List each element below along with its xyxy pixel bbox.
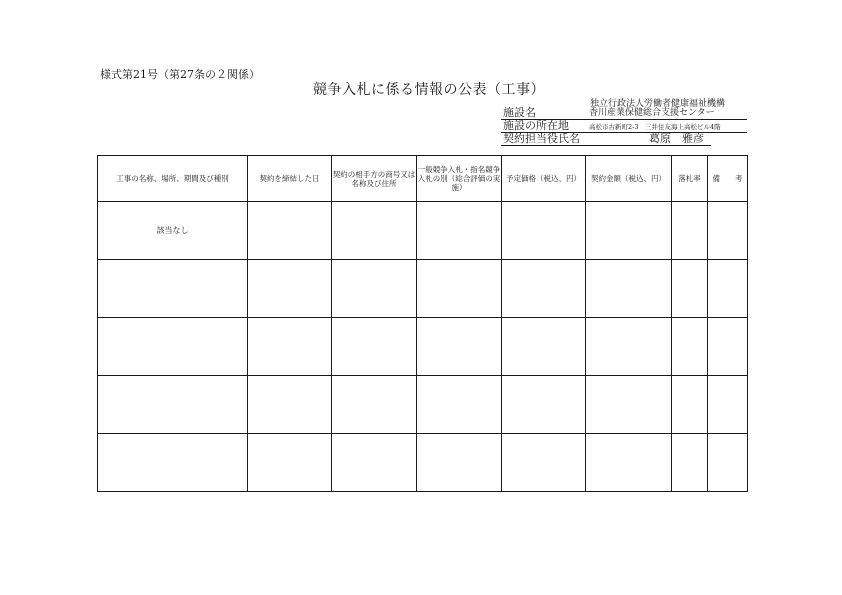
table-cell [98,260,248,318]
table-cell [502,434,586,492]
contract-officer-name: 葛原 雅彦 [649,132,704,145]
table-cell [672,260,708,318]
table-cell [98,434,248,492]
table-row [98,202,748,260]
table-cell [502,202,586,260]
table-cell [248,434,332,492]
facility-name-label: 施設名 [503,106,536,119]
column-header: 契約の相手方の商号又は名称及び住所 [332,156,417,202]
contract-officer-underline [501,145,711,146]
table-cell [672,434,708,492]
table-cell [502,260,586,318]
table-cell: 該当なし [98,202,248,260]
column-header: 落札率 [672,156,708,202]
table-cell [417,260,502,318]
table-cell [502,318,586,376]
table-cell [248,202,332,260]
table-cell [332,260,417,318]
table-cell [248,376,332,434]
table-cell [586,376,672,434]
table-row [98,434,748,492]
table-cell [98,376,248,434]
facility-address-label: 施設の所在地 [503,119,569,132]
table-cell [332,376,417,434]
column-header: 一般競争入札・指名競争入札の別（総合評価の実施） [417,156,502,202]
contract-info-table [97,155,748,492]
column-header: 工事の名称、場所、期間及び種別 [98,156,248,202]
table-cell [586,202,672,260]
column-header: 備 考 [708,156,748,202]
table-cell [332,434,417,492]
table-header-row [98,156,748,202]
table-row [98,260,748,318]
facility-info-block [501,107,747,145]
table-cell [248,260,332,318]
contract-officer-label: 契約担当役氏名 [503,132,580,145]
organization-name: 独立行政法人労働者健康福祉機構 [590,99,726,109]
table-cell [332,318,417,376]
table-cell [248,318,332,376]
table-cell [502,376,586,434]
table-cell [672,202,708,260]
column-header: 契約金額（税込、円） [586,156,672,202]
table-cell [417,202,502,260]
table-cell [417,376,502,434]
table-row [98,318,748,376]
table-row [98,376,748,434]
facility-name-value: 香川産業保健総合支援センター [589,108,715,118]
table-cell [708,434,748,492]
table-cell [332,202,417,260]
table-cell [708,376,748,434]
column-header: 契約を締結した日 [248,156,332,202]
contract-officer-row [501,133,747,145]
table-cell [586,434,672,492]
table-cell [417,434,502,492]
table-cell [708,202,748,260]
form-number: 様式第21号（第27条の２関係） [100,68,260,81]
table-cell [417,318,502,376]
table-cell [672,318,708,376]
table-cell [586,318,672,376]
table-cell [672,376,708,434]
column-header: 予定価格（税込、円） [502,156,586,202]
document-title: 競争入札に係る情報の公表（工事） [313,82,545,98]
table-cell [708,318,748,376]
table-cell [708,260,748,318]
table-cell [586,260,672,318]
facility-address-value: 高松市古新町2-3 三井住友海上高松ビル4階 [589,123,721,131]
table-cell [98,318,248,376]
